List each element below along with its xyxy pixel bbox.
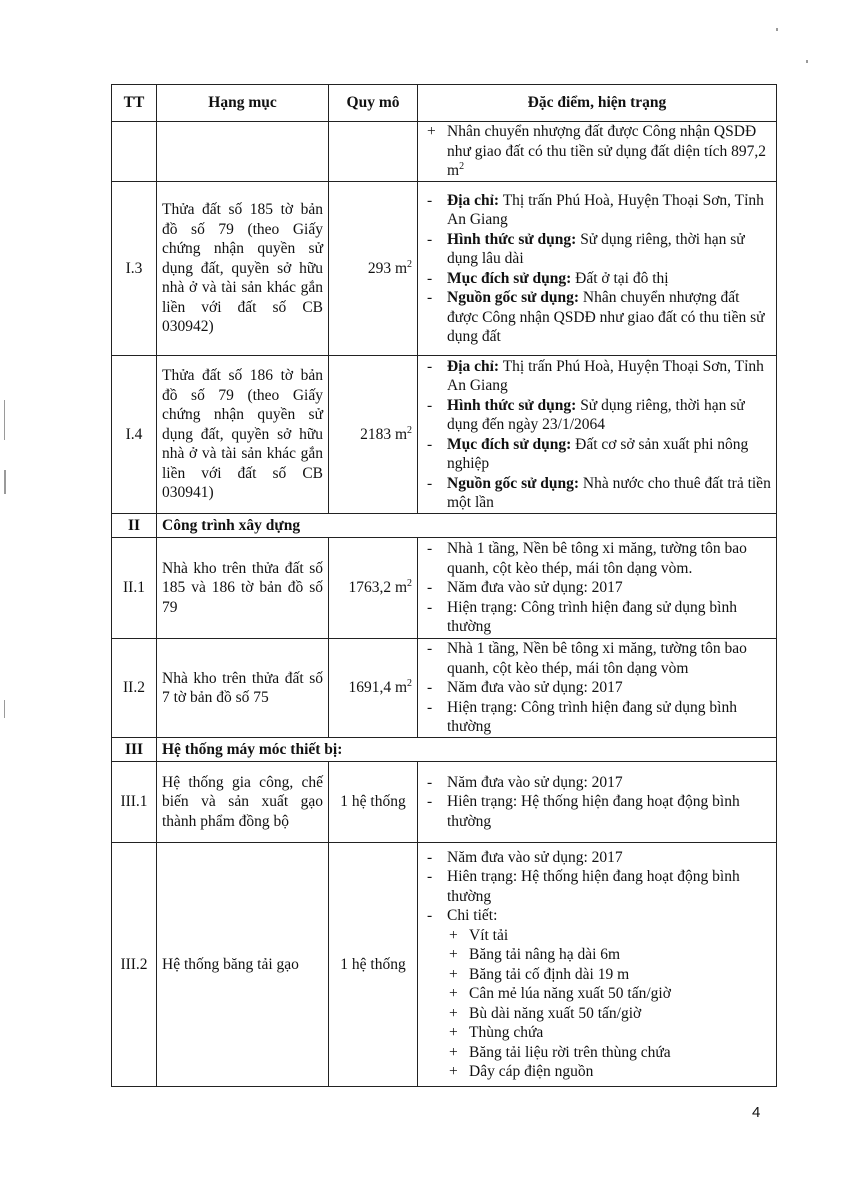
row-tt: III.1 <box>112 762 157 843</box>
sub-detail-item: + Cân mẻ lúa năng xuất 50 tấn/giờ <box>449 985 671 1002</box>
table-row-iii2 <box>112 843 777 1087</box>
sub-detail-item: + Bù dài năng xuất 50 tấn/giờ <box>449 1004 642 1022</box>
sub-detail-item: + Thùng chứa <box>449 1024 544 1041</box>
row-item: Hệ thống gia công, chế biến và sản xuất gạo thành phẩm đồng bộ <box>157 762 329 843</box>
detail-item: - Mục đích sử dụng: Đất cơ sở sản xuất phi nông nghiệp <box>427 435 749 472</box>
detail-item: - Năm đưa vào sử dụng: 2017 <box>427 848 623 866</box>
continuation-details <box>423 122 771 181</box>
row-item: Hệ thống băng tải gạo <box>157 843 329 1087</box>
detail-item <box>423 122 771 181</box>
scan-speck <box>806 60 808 63</box>
plus-bullet: + <box>427 123 436 141</box>
row-item: Thửa đất số 185 tờ bản đồ số 79 (theo Giấy chứng nhận quyền sử dụng đất, quyền sở hữu nhà ở và tài sản khác gắn liền với đất số CB 030942) <box>157 182 329 356</box>
row-details <box>418 182 777 356</box>
section-tt: III <box>112 738 157 762</box>
table-row-i4 <box>112 356 777 514</box>
table-row-ii1 <box>112 538 777 639</box>
section-title: Công trình xây dựng <box>157 514 777 538</box>
table-row-iii1 <box>112 762 777 843</box>
row-tt: II.2 <box>112 639 157 738</box>
detail-item: - Nhà 1 tầng, Nền bê tông xi măng, tường tôn bao quanh, cột kèo thép, mái tôn dạng vòm <box>427 640 747 677</box>
asset-table <box>111 84 777 1087</box>
row-item: Nhà kho trên thửa đất số 7 tờ bản đồ số 75 <box>157 639 329 738</box>
sub-detail-item: + Băng tải liệu rời trên thùng chứa <box>449 1043 671 1061</box>
section-row-iii <box>112 738 777 762</box>
detail-item: - Nhà 1 tầng, Nền bê tông xi măng, tường tôn bao quanh, cột kèo thép, mái tôn dạng vòm. <box>427 540 747 577</box>
section-tt: II <box>112 514 157 538</box>
table-row-continuation <box>112 122 777 182</box>
row-tt: II.1 <box>112 538 157 639</box>
detail-item: - Hiện trạng: Công trình hiện đang sử dụng bình thường <box>427 598 737 636</box>
page-number: 4 <box>752 1104 761 1121</box>
row-item: Nhà kho trên thửa đất số 185 và 186 tờ bản đồ số 79 <box>157 538 329 639</box>
detail-item: - Nguồn gốc sử dụng: Nhân chuyển nhượng đất được Công nhận QSDĐ như giao đất có thu tiền sử dụng đất <box>427 289 765 345</box>
row-scale: 1 hệ thống <box>329 762 418 843</box>
row-tt: III.2 <box>112 843 157 1087</box>
detail-item: - Hiên trạng: Hệ thống hiện đang hoạt động bình thường <box>427 793 740 830</box>
detail-item: - Mục đích sử dụng: Đất ở tại đô thị <box>427 269 669 287</box>
detail-item: - Nguồn gốc sử dụng: Nhà nước cho thuê đất trả tiền một lần <box>427 474 771 511</box>
row-details <box>418 356 777 514</box>
detail-text: Nhân chuyển nhượng đất được Công nhận QSDĐ như giao đất có thu tiền sử dụng đất diện tích 897,2 m <box>447 123 766 180</box>
row-item: Thửa đất số 186 tờ bản đồ số 79 (theo Giấy chứng nhận quyền sử dụng đất, quyền sở hữu nhà ở và tài sản khác gắn liền với đất số CB 030941) <box>157 356 329 514</box>
detail-item: - Hiên trạng: Hệ thống hiện đang hoạt động bình thường <box>427 868 740 905</box>
sub-detail-item: + Băng tải cố định dài 19 m <box>449 965 630 983</box>
detail-item: - Hình thức sử dụng: Sử dụng riêng, thời hạn sử dụng lâu dài <box>427 230 745 267</box>
detail-item: - Năm đưa vào sử dụng: 2017 <box>427 579 623 597</box>
row-tt: I.3 <box>112 182 157 356</box>
table-row-i3 <box>112 182 777 356</box>
row-details <box>418 639 777 738</box>
detail-item: - Hiện trạng: Công trình hiện đang sử dụng bình thường <box>427 698 737 736</box>
row-details <box>418 843 777 1087</box>
scan-edge-mark <box>4 700 5 718</box>
sub-detail-item: + Băng tải nâng hạ dài 6m <box>449 946 621 963</box>
detail-item: - Năm đưa vào sử dụng: 2017 <box>427 773 623 791</box>
section-title: Hệ thống máy móc thiết bị: <box>157 738 777 762</box>
row-scale: 293 $m^2$ <box>329 182 418 356</box>
header-item: Hạng mục <box>157 85 329 122</box>
sub-detail-item: + Vít tải <box>449 926 509 944</box>
header-details: Đặc điểm, hiện trạng <box>418 85 777 122</box>
table-row-ii2 <box>112 639 777 738</box>
row-scale: 2183 $m^2$ <box>329 356 418 514</box>
detail-item: - Địa chỉ: Thị trấn Phú Hoà, Huyện Thoại Sơn, Tỉnh An Giang <box>427 191 764 228</box>
row-tt: I.4 <box>112 356 157 514</box>
header-scale: Quy mô <box>329 85 418 122</box>
section-row-ii <box>112 514 777 538</box>
row-scale: 1691,4 $m^2$ <box>329 639 418 738</box>
detail-item: - Hình thức sử dụng: Sử dụng riêng, thời hạn sử dụng đến ngày 23/1/2064 <box>427 396 745 433</box>
unit-superscript: 2 <box>459 161 465 173</box>
detail-item: - Năm đưa vào sử dụng: 2017 <box>427 679 623 697</box>
row-scale: 1 hệ thống <box>329 843 418 1087</box>
row-details <box>418 538 777 639</box>
table-header-row <box>112 85 777 122</box>
header-tt: TT <box>112 85 157 122</box>
detail-item: - Địa chỉ: Thị trấn Phú Hoà, Huyện Thoại Sơn, Tỉnh An Giang <box>427 357 764 394</box>
scan-speck <box>776 28 778 31</box>
sub-detail-item: + Dây cáp điện nguồn <box>449 1063 594 1080</box>
row-scale: 1763,2 $m^2$ <box>329 538 418 639</box>
scan-edge-mark <box>4 470 6 494</box>
scan-edge-mark <box>4 400 5 440</box>
row-details <box>418 762 777 843</box>
detail-item: - Chi tiết: <box>427 907 498 924</box>
